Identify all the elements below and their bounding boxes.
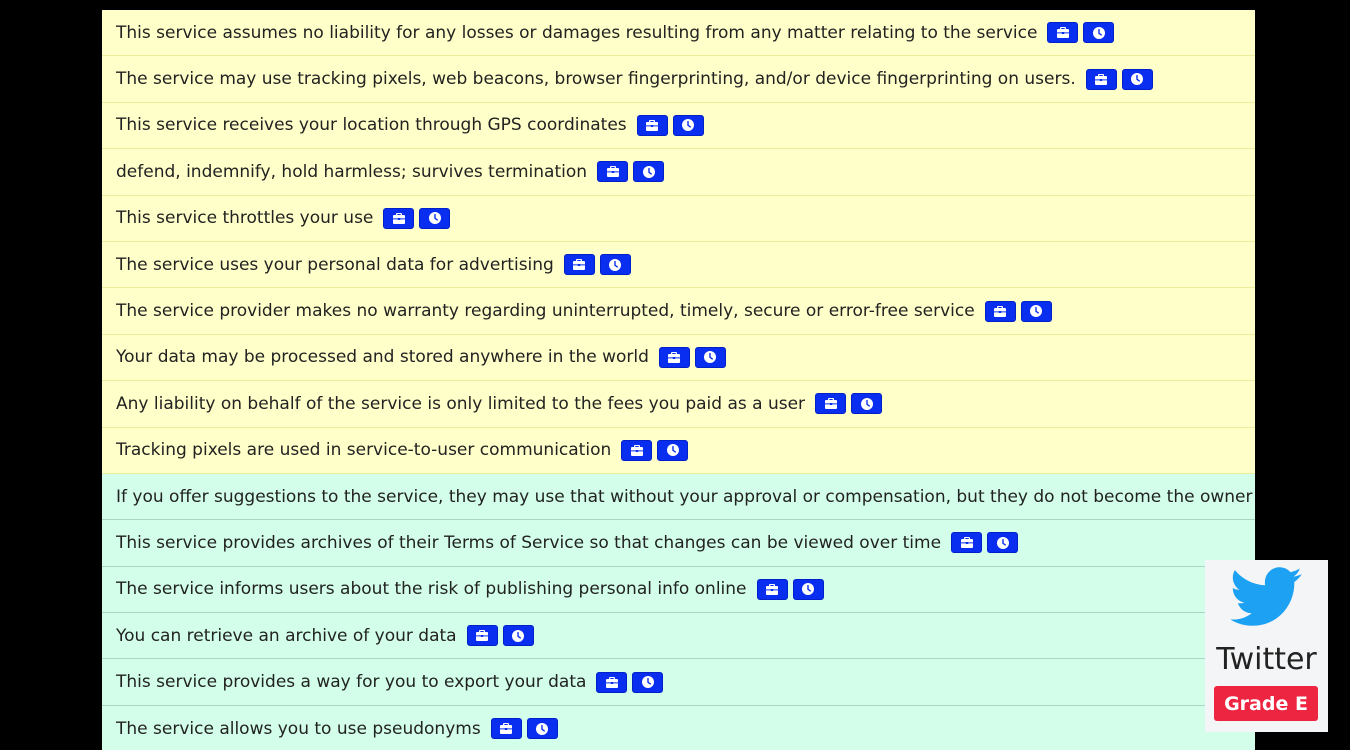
case-button[interactable] (1047, 22, 1078, 43)
case-button[interactable] (1086, 69, 1117, 90)
clock-icon (802, 583, 814, 595)
case-button[interactable] (467, 625, 498, 646)
briefcase-icon (393, 213, 405, 224)
briefcase-icon (825, 398, 837, 409)
clock-icon (704, 351, 716, 363)
briefcase-icon (1095, 74, 1107, 85)
briefcase-icon (500, 723, 512, 734)
history-button[interactable] (657, 440, 688, 461)
point-row (102, 242, 1255, 288)
briefcase-icon (573, 259, 585, 270)
history-button[interactable] (1122, 69, 1153, 90)
briefcase-icon (766, 584, 778, 595)
point-row (102, 706, 1255, 750)
history-button[interactable] (633, 161, 664, 182)
point-row (102, 335, 1255, 381)
clock-icon (997, 537, 1009, 549)
point-text: Your data may be processed and stored anywhere in the world (116, 347, 649, 368)
history-button[interactable] (695, 347, 726, 368)
history-button[interactable] (503, 625, 534, 646)
clock-icon (682, 119, 694, 131)
point-text: defend, indemnify, hold harmless; survives termination (116, 161, 588, 182)
history-button[interactable] (632, 672, 663, 693)
point-row (102, 381, 1255, 427)
service-card (1205, 560, 1328, 732)
points-list (102, 10, 1255, 750)
case-button[interactable] (757, 579, 788, 600)
clock-icon (642, 676, 654, 688)
point-text: This service provides a way for you to export your data (116, 672, 587, 693)
clock-icon (536, 723, 548, 735)
clock-icon (861, 398, 873, 410)
case-button[interactable] (815, 393, 846, 414)
point-text: The service informs users about the risk of publishing personal info online (116, 579, 747, 600)
history-button[interactable] (419, 208, 450, 229)
clock-icon (1131, 73, 1143, 85)
case-button[interactable] (621, 440, 652, 461)
history-button[interactable] (673, 115, 704, 136)
point-row (102, 428, 1255, 474)
case-button[interactable] (637, 115, 668, 136)
point-text: This service throttles your use (116, 208, 374, 229)
briefcase-icon (631, 445, 643, 456)
point-row (102, 103, 1255, 149)
point-text: If you offer suggestions to the service, they may use that without your approval or compensation, but they do not become the owner (116, 486, 1253, 507)
point-row (102, 659, 1255, 705)
clock-icon (1030, 305, 1042, 317)
briefcase-icon (606, 677, 618, 688)
service-name[interactable]: Twitter (1216, 642, 1317, 677)
clock-icon (609, 259, 621, 271)
point-text: Tracking pixels are used in service-to-user communication (116, 440, 612, 461)
briefcase-icon (476, 630, 488, 641)
point-text: This service receives your location through GPS coordinates (116, 115, 627, 136)
briefcase-icon (961, 537, 973, 548)
history-button[interactable] (851, 393, 882, 414)
point-row (102, 10, 1255, 56)
case-button[interactable] (383, 208, 414, 229)
point-row (102, 56, 1255, 102)
briefcase-icon (668, 352, 680, 363)
clock-icon (512, 630, 524, 642)
point-row (102, 149, 1255, 195)
briefcase-icon (646, 120, 658, 131)
briefcase-icon (994, 306, 1006, 317)
point-text: The service allows you to use pseudonyms (116, 718, 481, 739)
briefcase-icon (1057, 27, 1069, 38)
history-button[interactable] (527, 718, 558, 739)
clock-icon (643, 166, 655, 178)
history-button[interactable] (600, 254, 631, 275)
point-row (102, 196, 1255, 242)
case-button[interactable] (985, 301, 1016, 322)
history-button[interactable] (1021, 301, 1052, 322)
briefcase-icon (607, 166, 619, 177)
case-button[interactable] (951, 532, 982, 553)
point-row (102, 567, 1255, 613)
point-row (102, 288, 1255, 334)
point-text: Any liability on behalf of the service is only limited to the fees you paid as a user (116, 393, 806, 414)
point-text: You can retrieve an archive of your data (116, 625, 457, 646)
clock-icon (1093, 27, 1105, 39)
point-text: This service assumes no liability for any losses or damages resulting from any matter relating to the service (116, 22, 1038, 43)
case-button[interactable] (597, 161, 628, 182)
grade-badge: Grade E (1214, 686, 1318, 721)
point-text: The service provider makes no warranty regarding uninterrupted, timely, secure or error-free service (116, 301, 975, 322)
point-text: This service provides archives of their Terms of Service so that changes can be viewed over time (116, 532, 942, 553)
clock-icon (667, 444, 679, 456)
history-button[interactable] (793, 579, 824, 600)
point-text: The service uses your personal data for advertising (116, 254, 554, 275)
point-text: The service may use tracking pixels, web beacons, browser fingerprinting, and/or device fingerprinting on users. (116, 69, 1076, 90)
case-button[interactable] (596, 672, 627, 693)
history-button[interactable] (1083, 22, 1114, 43)
case-button[interactable] (564, 254, 595, 275)
history-button[interactable] (987, 532, 1018, 553)
case-button[interactable] (659, 347, 690, 368)
point-row (102, 520, 1255, 566)
clock-icon (429, 212, 441, 224)
twitter-bird-icon (1231, 566, 1303, 628)
point-row (102, 613, 1255, 659)
case-button[interactable] (491, 718, 522, 739)
point-row (102, 474, 1255, 520)
